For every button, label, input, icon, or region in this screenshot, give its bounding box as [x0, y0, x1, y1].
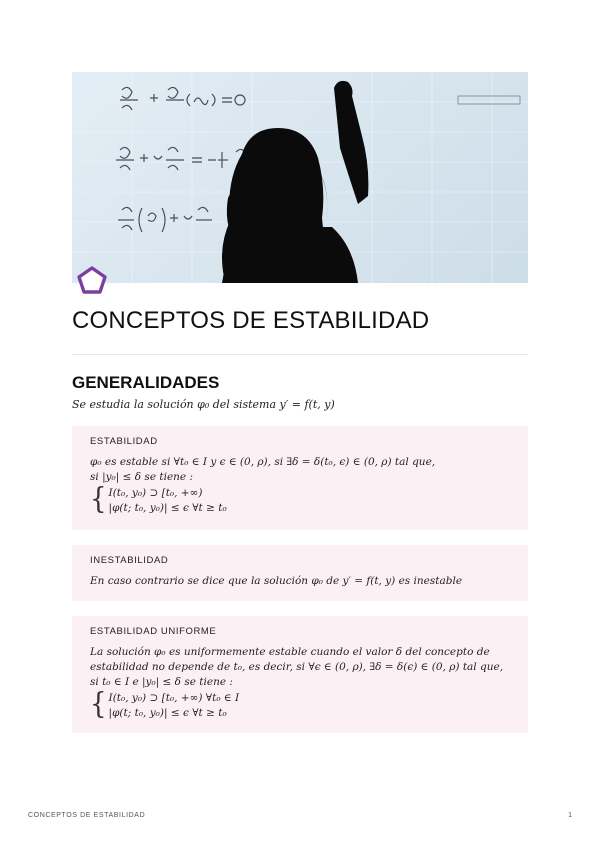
left-brace: { [90, 688, 107, 722]
case-line: I(t₀, y₀) ⊃ [t₀, +∞) ∀t₀ ∈ I [108, 692, 240, 704]
callout-title: ESTABILIDAD UNIFORME [90, 626, 217, 637]
cover-image [72, 72, 528, 283]
footer-title: CONCEPTOS DE ESTABILIDAD [28, 812, 146, 819]
callout-estabilidad [72, 426, 528, 530]
callout-line: φ₀ es estable si ∀t₀ ∈ I y ϵ ∈ (0, ρ), si ∃δ = δ(t₀, ϵ) ∈ (0, ρ) tal que, [90, 456, 436, 468]
cases-block [90, 688, 512, 722]
callout-estabilidad-uniforme [72, 616, 528, 733]
case-line: I(t₀, y₀) ⊃ [t₀, +∞) [108, 487, 203, 499]
callout-line: En caso contrario se dice que la solución φ₀ de y′ = f(t, y) es inestable [90, 575, 463, 587]
callout-line: La solución φ₀ es uniformemente estable cuando el valor δ del concepto de [90, 646, 490, 658]
callout-inestabilidad [72, 545, 528, 601]
callout-body [90, 645, 512, 721]
divider [72, 354, 528, 355]
pentagon-icon [76, 265, 108, 295]
callout-line: si |y₀| ≤ δ se tiene : [90, 471, 194, 483]
section-intro: Se estudia la solución φ₀ del sistema y′ = f(t, y) [72, 398, 335, 411]
cases-block [90, 483, 512, 517]
callout-line: si t₀ ∈ I e |y₀| ≤ δ se tiene : [90, 676, 233, 688]
callout-title: INESTABILIDAD [90, 555, 169, 566]
case-line: |φ(t; t₀, y₀)| ≤ ϵ ∀t ≥ t₀ [108, 502, 227, 514]
page-title: CONCEPTOS DE ESTABILIDAD [72, 307, 430, 334]
left-brace: { [90, 483, 107, 517]
cover-illustration [72, 72, 528, 283]
callout-body [90, 455, 512, 516]
section-heading: GENERALIDADES [72, 373, 220, 392]
callout-body [90, 574, 512, 589]
page-number: 1 [568, 812, 572, 819]
callout-title: ESTABILIDAD [90, 436, 158, 447]
case-line: |φ(t; t₀, y₀)| ≤ ϵ ∀t ≥ t₀ [108, 707, 227, 719]
callout-line: estabilidad no depende de t₀, es decir, si ∀ϵ ∈ (0, ρ), ∃δ = δ(ϵ) ∈ (0, ρ) tal que, [90, 661, 504, 673]
